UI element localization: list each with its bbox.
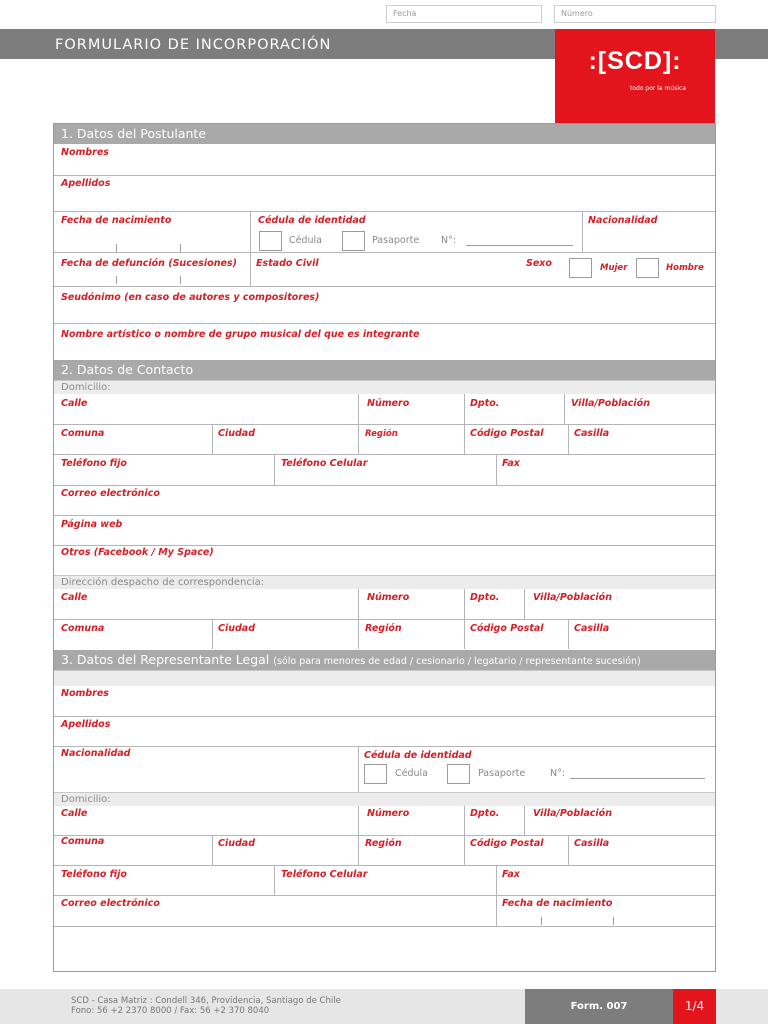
- divider: [274, 865, 275, 895]
- label-ciudad: Ciudad: [218, 428, 256, 439]
- section-1-header: [54, 124, 715, 144]
- despacho-subheader: [54, 575, 715, 589]
- divider: [212, 619, 213, 649]
- checkbox-cedula[interactable]: [259, 231, 282, 251]
- divider: [568, 835, 569, 865]
- label-dpto: Dpto.: [470, 808, 500, 819]
- label-casilla: Casilla: [574, 623, 610, 634]
- despacho-label: Dirección despacho de correspondencia:: [61, 577, 265, 588]
- divider: [54, 323, 715, 324]
- section-3-note: (sólo para menores de edad / cesionario / legatario / representante sucesión): [273, 656, 641, 667]
- label-region: Región: [365, 838, 402, 849]
- section-1-title: 1. Datos del Postulante: [61, 126, 207, 141]
- label-ciudad: Ciudad: [218, 838, 256, 849]
- text-pasaporte: Pasaporte: [478, 768, 526, 779]
- divider: [274, 454, 275, 485]
- label-ciudad: Ciudad: [218, 623, 256, 634]
- label-apellidos: Apellidos: [61, 178, 111, 189]
- divider: [54, 454, 715, 455]
- text-pasaporte: Pasaporte: [372, 235, 420, 246]
- date-separator: [116, 244, 117, 252]
- text-cedula: Cédula: [289, 235, 322, 246]
- label-telefono-fijo: Teléfono fijo: [61, 458, 127, 469]
- date-separator: [180, 244, 181, 252]
- date-separator: [541, 917, 542, 925]
- numero-doc-input[interactable]: [570, 778, 705, 779]
- domicilio-label: Domicilio:: [61, 382, 111, 393]
- label-fax: Fax: [502, 869, 520, 880]
- text-numero-doc: N°:: [441, 235, 457, 246]
- divider: [464, 589, 465, 619]
- text-numero-doc: N°:: [550, 768, 566, 779]
- label-cedula-identidad: Cédula de identidad: [258, 215, 366, 226]
- divider: [54, 286, 715, 287]
- numero-field[interactable]: Número: [554, 5, 716, 23]
- checkbox-pasaporte[interactable]: [342, 231, 365, 251]
- divider: [358, 806, 359, 835]
- divider: [212, 835, 213, 865]
- divider: [54, 746, 715, 747]
- label-telefono-celular: Teléfono Celular: [281, 869, 368, 880]
- divider: [358, 746, 359, 792]
- page-number: 1/4: [673, 989, 716, 1024]
- divider: [54, 252, 715, 253]
- label-nacionalidad: Nacionalidad: [61, 748, 131, 759]
- divider: [358, 394, 359, 424]
- divider: [54, 515, 715, 516]
- divider: [250, 252, 251, 286]
- divider: [464, 394, 465, 424]
- label-calle: Calle: [61, 592, 88, 603]
- divider: [250, 211, 251, 252]
- label-codigo-postal: Código Postal: [470, 838, 544, 849]
- divider: [582, 211, 583, 252]
- divider: [54, 865, 715, 866]
- divider: [212, 424, 213, 454]
- label-nombres: Nombres: [61, 688, 109, 699]
- label-nombres: Nombres: [61, 147, 109, 158]
- divider: [496, 454, 497, 485]
- fecha-field[interactable]: Fecha: [386, 5, 542, 23]
- label-dpto: Dpto.: [470, 592, 500, 603]
- label-sexo: Sexo: [526, 258, 552, 269]
- date-separator: [116, 276, 117, 284]
- divider: [564, 394, 565, 424]
- divider: [464, 424, 465, 454]
- checkbox-hombre[interactable]: [636, 258, 659, 278]
- divider: [54, 211, 715, 212]
- label-villa: Villa/Población: [533, 592, 612, 603]
- label-villa: Villa/Población: [533, 808, 612, 819]
- divider: [358, 424, 359, 454]
- label-dpto: Dpto.: [470, 398, 500, 409]
- divider: [54, 424, 715, 425]
- label-comuna: Comuna: [61, 836, 105, 847]
- divider: [464, 619, 465, 649]
- divider: [464, 835, 465, 865]
- divider: [54, 926, 715, 927]
- divider: [358, 589, 359, 619]
- label-nacionalidad: Nacionalidad: [588, 215, 658, 226]
- date-separator: [180, 276, 181, 284]
- label-fecha-defuncion: Fecha de defunción (Sucesiones): [61, 258, 237, 269]
- date-separator: [613, 917, 614, 925]
- label-apellidos: Apellidos: [61, 719, 111, 730]
- label-codigo-postal: Código Postal: [470, 623, 544, 634]
- label-correo: Correo electrónico: [61, 488, 160, 499]
- divider: [54, 716, 715, 717]
- label-estado-civil: Estado Civil: [256, 258, 319, 269]
- label-casilla: Casilla: [574, 428, 610, 439]
- divider: [54, 619, 715, 620]
- label-casilla: Casilla: [574, 838, 610, 849]
- label-mujer: Mujer: [600, 263, 628, 273]
- divider: [464, 806, 465, 835]
- label-calle: Calle: [61, 808, 88, 819]
- numero-doc-input[interactable]: [466, 245, 573, 246]
- label-hombre: Hombre: [666, 263, 704, 273]
- label-cedula-identidad: Cédula de identidad: [364, 750, 472, 761]
- label-fax: Fax: [502, 458, 520, 469]
- label-comuna: Comuna: [61, 428, 105, 439]
- divider: [524, 589, 525, 619]
- label-correo: Correo electrónico: [61, 898, 160, 909]
- footer-address-line1: SCD - Casa Matriz : Condell 346, Providencia, Santiago de Chile: [71, 996, 341, 1006]
- label-fecha-nacimiento: Fecha de nacimiento: [61, 215, 172, 226]
- divider: [54, 485, 715, 486]
- footer-address-line2: Fono: 56 +2 2370 8000 / Fax: 56 +2 370 8040: [71, 1006, 270, 1016]
- divider: [496, 865, 497, 895]
- divider: [568, 619, 569, 649]
- logo-wordmark: :[SCD]:: [588, 47, 682, 75]
- incorporation-form: [53, 123, 716, 972]
- text-cedula: Cédula: [395, 768, 428, 779]
- section-2-header: [54, 360, 715, 380]
- label-numero: Número: [367, 808, 410, 819]
- label-region: Región: [365, 429, 398, 439]
- divider: [358, 835, 359, 865]
- checkbox-mujer[interactable]: [569, 258, 592, 278]
- divider: [54, 895, 715, 896]
- label-calle: Calle: [61, 398, 88, 409]
- domicilio-subheader: [54, 792, 715, 806]
- scd-logo: [555, 29, 715, 123]
- divider: [358, 619, 359, 649]
- label-pagina-web: Página web: [61, 519, 123, 530]
- label-comuna: Comuna: [61, 623, 105, 634]
- footer-address: [71, 996, 341, 1016]
- label-otros: Otros (Facebook / My Space): [61, 547, 214, 558]
- label-numero: Número: [367, 398, 410, 409]
- label-villa: Villa/Población: [571, 398, 650, 409]
- section-3-header: [54, 650, 715, 670]
- domicilio-label: Domicilio:: [61, 794, 111, 805]
- label-nombre-artistico: Nombre artístico o nombre de grupo musical del que es integrante: [61, 329, 420, 340]
- section-3-spacer: [54, 670, 715, 686]
- label-codigo-postal: Código Postal: [470, 428, 544, 439]
- divider: [54, 835, 715, 836]
- divider: [496, 895, 497, 926]
- page-title: FORMULARIO DE INCORPORACIÓN: [55, 37, 332, 53]
- section-2-title: 2. Datos de Contacto: [61, 362, 194, 377]
- divider: [54, 175, 715, 176]
- checkbox-pasaporte[interactable]: [447, 764, 470, 784]
- label-numero: Número: [367, 592, 410, 603]
- section-3-title: 3. Datos del Representante Legal: [61, 652, 270, 667]
- divider: [568, 424, 569, 454]
- divider: [54, 545, 715, 546]
- divider: [524, 806, 525, 835]
- form-number: Form. 007: [525, 989, 673, 1024]
- label-fecha-nacimiento: Fecha de nacimiento: [502, 898, 613, 909]
- logo-tagline: todo por la música: [630, 85, 686, 92]
- domicilio-subheader: [54, 380, 715, 394]
- label-region: Región: [365, 623, 402, 634]
- checkbox-cedula[interactable]: [364, 764, 387, 784]
- label-seudonimo: Seudónimo (en caso de autores y compositores): [61, 292, 320, 303]
- label-telefono-fijo: Teléfono fijo: [61, 869, 127, 880]
- label-telefono-celular: Teléfono Celular: [281, 458, 368, 469]
